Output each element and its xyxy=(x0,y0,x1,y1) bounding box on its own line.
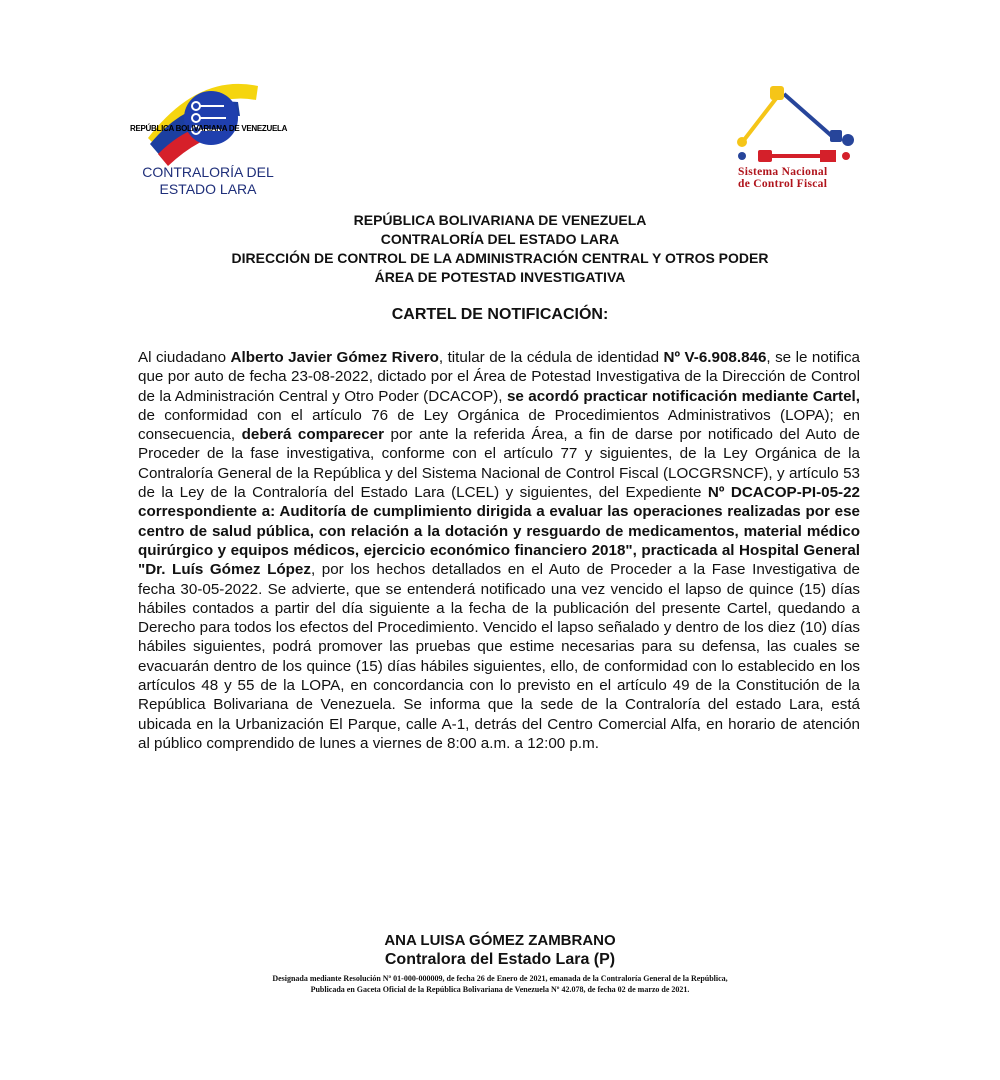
appointment-note-line1: Designada mediante Resolución Nº 01-000-000009, de fecha 26 de Enero de 2021, emanada de la Contraloría General de la República, xyxy=(272,974,728,983)
document-title: CARTEL DE NOTIFICACIÓN: xyxy=(391,306,609,323)
body-text-3: , se le notifica que por auto de fecha 23-08-2022, dictado por el Área de Potestad Investigativa de la Dirección de Control de la Administración Central y Otro Poder (DCACOP), xyxy=(138,349,860,405)
header-line-3: DIRECCIÓN DE CONTROL DE LA ADMINISTRACIÓN CENTRAL Y OTROS PODER xyxy=(231,250,769,266)
logo-org-line2: ESTADO LARA xyxy=(159,181,257,197)
contraloria-emblem-icon xyxy=(128,78,288,168)
notification-body xyxy=(138,348,860,753)
sistema-nacional-logo xyxy=(730,82,860,194)
logo-system-line2: de Control Fiscal xyxy=(738,178,828,190)
body-text-5: por ante la referida Área, a fin de darse por notificado del Auto de Proceder de la fase investigativa, conforme con el artículo 77 y siguientes, de la Ley Orgánica de la Contraloría General de la República y del Sistema Nacional de Control Fiscal (LOCGRSNCF), y artículo 53 de la Ley de la Contraloría del Estado Lara (LCEL) y siguientes, del Expediente xyxy=(138,426,860,502)
body-text-4: de conformidad con el artículo 76 de Ley Orgánica de Procedimientos Administrativos (LOPA); en consecuencia, xyxy=(138,406,860,444)
body-id-number: Nº V-6.908.846 xyxy=(663,349,767,366)
logo-system-name xyxy=(738,166,860,190)
body-text-1: Al ciudadano xyxy=(138,349,231,366)
body-bold-comparecer: deberá comparecer xyxy=(241,426,385,444)
document-header xyxy=(100,211,900,287)
logo-country-text: REPÚBLICA BOLIVARIANA DE VENEZUELA xyxy=(130,124,288,133)
keys-triangle-icon xyxy=(730,82,860,166)
header-line-1: REPÚBLICA BOLIVARIANA DE VENEZUELA xyxy=(353,212,647,228)
appointment-note-line2: Publicada en Gaceta Oficial de la República Bolivariana de Venezuela Nº 42.078, de fecha 02 de marzo de 2021. xyxy=(310,985,690,994)
contraloria-lara-logo xyxy=(128,78,288,203)
body-citizen-name: Alberto Javier Gómez Rivero xyxy=(230,349,439,366)
signatory-name: ANA LUISA GÓMEZ ZAMBRANO xyxy=(384,932,616,949)
body-bold-expediente: Nº DCACOP-PI-05-22 correspondiente a: Auditoría de cumplimiento dirigida a evaluar las operaciones realizadas por ese centro de salud pública, con relación a la dotación y resguardo de medicamentos, material médico quirúrgico y equipos médicos, ejercicio económico financiero 2018", practicada al Hospital General "Dr. Luís Gómez López xyxy=(138,484,860,579)
body-text-2: , titular de la cédula de identidad xyxy=(438,349,664,366)
appointment-note xyxy=(100,973,900,995)
logo-system-line1: Sistema Nacional xyxy=(738,166,828,178)
logo-org-name xyxy=(128,164,288,198)
header-line-4: ÁREA DE POTESTAD INVESTIGATIVA xyxy=(374,269,626,285)
header-line-2: CONTRALORÍA DEL ESTADO LARA xyxy=(380,231,620,247)
body-bold-cartel: se acordó practicar notificación mediante Cartel, xyxy=(506,387,860,405)
logo-org-line1: CONTRALORÍA DEL xyxy=(142,164,274,180)
body-text-6: , por los hechos detallados en el Auto de Proceder a la Fase Investigativa de fecha 30-05-2022. Se advierte, que se entenderá notificado una vez vencido el lapso de quince (15) días hábiles contados a partir del día siguiente a la fecha de la publicación del presente Cartel, quedando a Derecho para todos los efectos del Procedimiento. Vencido el lapso señalado y dentro de los diez (10) días hábiles siguientes, podrá promover las pruebas que estime necesarias para su defensa, las cuales se evacuarán dentro de los quince (15) días hábiles siguientes, ello, de conformidad con lo establecido en los artículos 48 y 55 de la LOPA, en concordancia con lo previsto en el artículo 49 de la Constitución de la República Bolivariana de Venezuela. Se informa que la sede de la Contraloría del estado Lara, está ubicada en la Urbanización El Parque, calle A-1, detrás del Centro Comercial Alfa, en horario de atención al público comprendido de lunes a viernes de 8:00 a.m. a 12:00 p.m. xyxy=(138,561,860,752)
signatory-role: Contralora del Estado Lara (P) xyxy=(384,951,616,968)
